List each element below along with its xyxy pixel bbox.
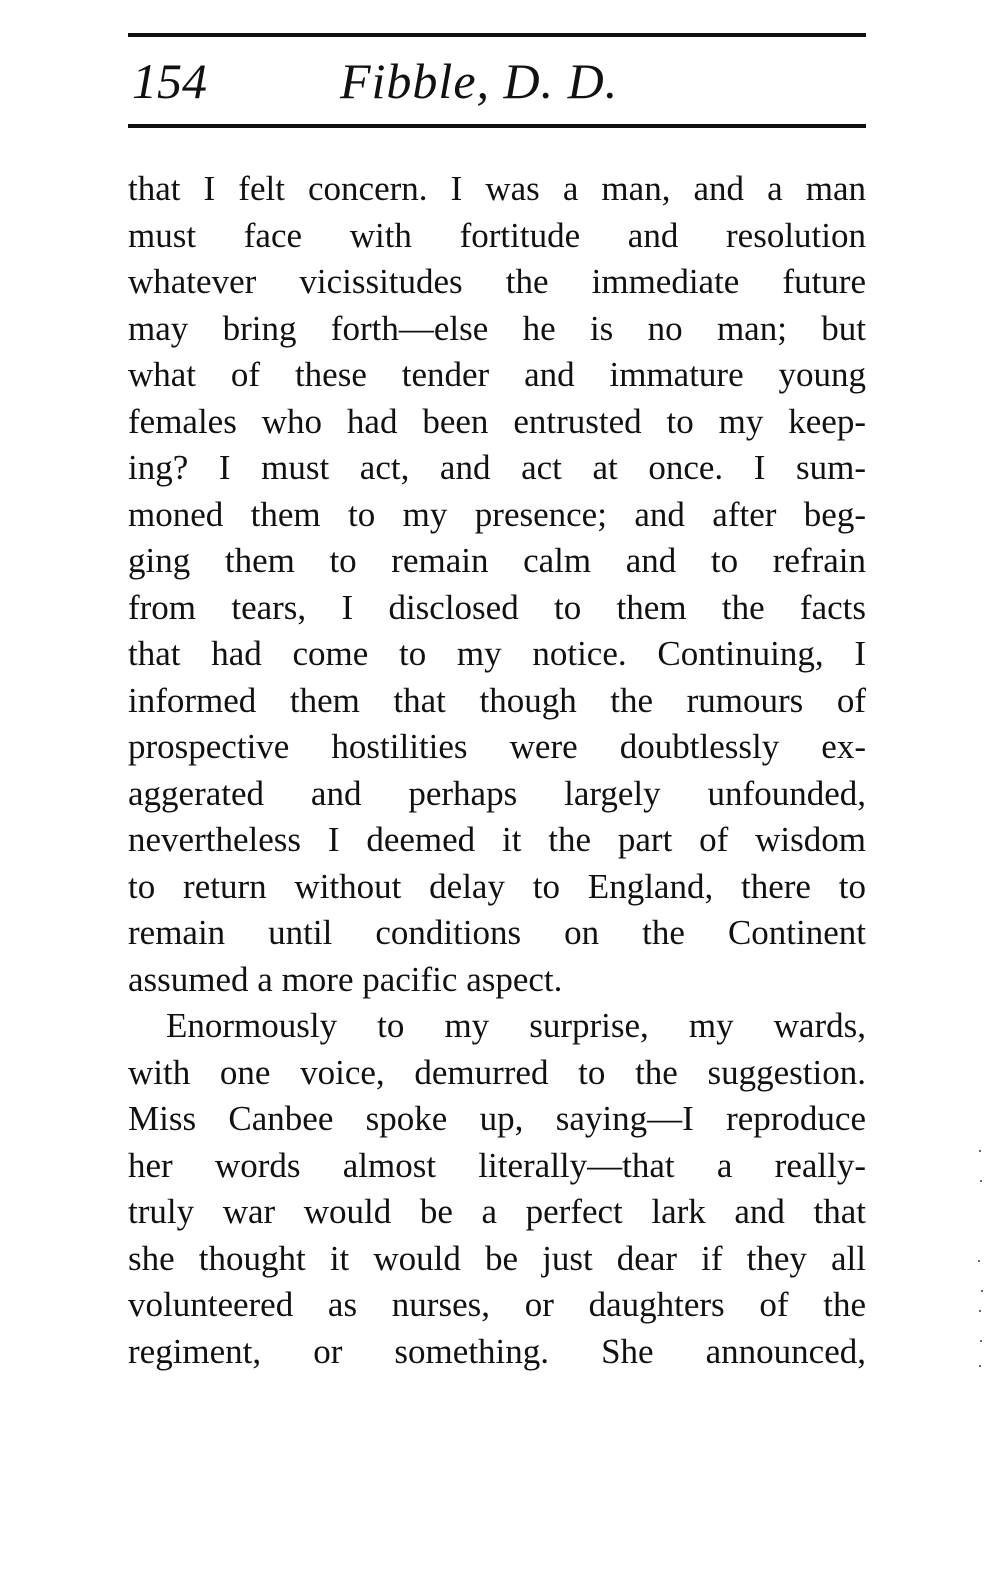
text-line: whatever vicissitudes the immediate future: [128, 262, 866, 301]
text-line: with one voice, demurred to the suggestion.: [128, 1052, 866, 1092]
header-bottom-rule: [128, 124, 866, 128]
text-line: regiment, or something. She announced,: [128, 1331, 866, 1371]
text-line: that I felt concern. I was a man, and a man: [128, 169, 866, 208]
text-line: that had come to my notice. Continuing, I: [128, 634, 866, 673]
text-line: nevertheless I deemed it the part of wisdom: [128, 820, 866, 859]
text-line: ing? I must act, and act at once. I sum-: [128, 448, 866, 487]
running-head: [128, 46, 866, 116]
scan-speck: [980, 1340, 982, 1342]
text-line: informed them that though the rumours of: [128, 680, 866, 720]
scan-speck: [981, 1290, 983, 1292]
scan-speck: [980, 1180, 982, 1182]
scan-speck: [979, 1150, 981, 1152]
text-line: truly war would be a perfect lark and that: [128, 1192, 866, 1231]
scan-speck: [979, 1365, 981, 1367]
text-line: may bring forth—else he is no man; but: [128, 308, 866, 348]
text-line: moned them to my presence; and after beg-: [128, 494, 866, 534]
paragraph-1: [128, 166, 866, 1003]
text-line: her words almost literally—that a really-: [128, 1145, 866, 1185]
text-line: Enormously to my surprise, my wards,: [166, 1006, 866, 1045]
scan-speck: [979, 1310, 981, 1312]
header-top-rule: [128, 33, 866, 37]
body-text: [128, 166, 866, 1375]
text-line: volunteered as nurses, or daughters of the: [128, 1285, 866, 1324]
text-line: aggerated and perhaps largely unfounded,: [128, 773, 866, 813]
page-number: 154: [132, 53, 207, 109]
paragraph-2: [128, 1003, 866, 1375]
scan-speck: [978, 1260, 980, 1262]
text-line: must face with fortitude and resolution: [128, 215, 866, 255]
text-line: she thought it would be just dear if they all: [128, 1238, 866, 1278]
text-line: Miss Canbee spoke up, saying—I reproduce: [128, 1099, 866, 1138]
text-line: assumed a more pacific aspect.: [128, 959, 563, 999]
text-line: from tears, I disclosed to them the facts: [128, 587, 866, 627]
running-title: Fibble, D. D.: [340, 53, 619, 109]
text-line: what of these tender and immature young: [128, 355, 866, 394]
text-line: to return without delay to England, there to: [128, 866, 866, 906]
scan-margin-specks: [975, 1140, 985, 1380]
text-line: females who had been entrusted to my keep-: [128, 401, 866, 441]
text-line: ging them to remain calm and to refrain: [128, 541, 866, 580]
text-line: remain until conditions on the Continent: [128, 913, 866, 952]
text-line: prospective hostilities were doubtlessly ex-: [128, 727, 866, 766]
